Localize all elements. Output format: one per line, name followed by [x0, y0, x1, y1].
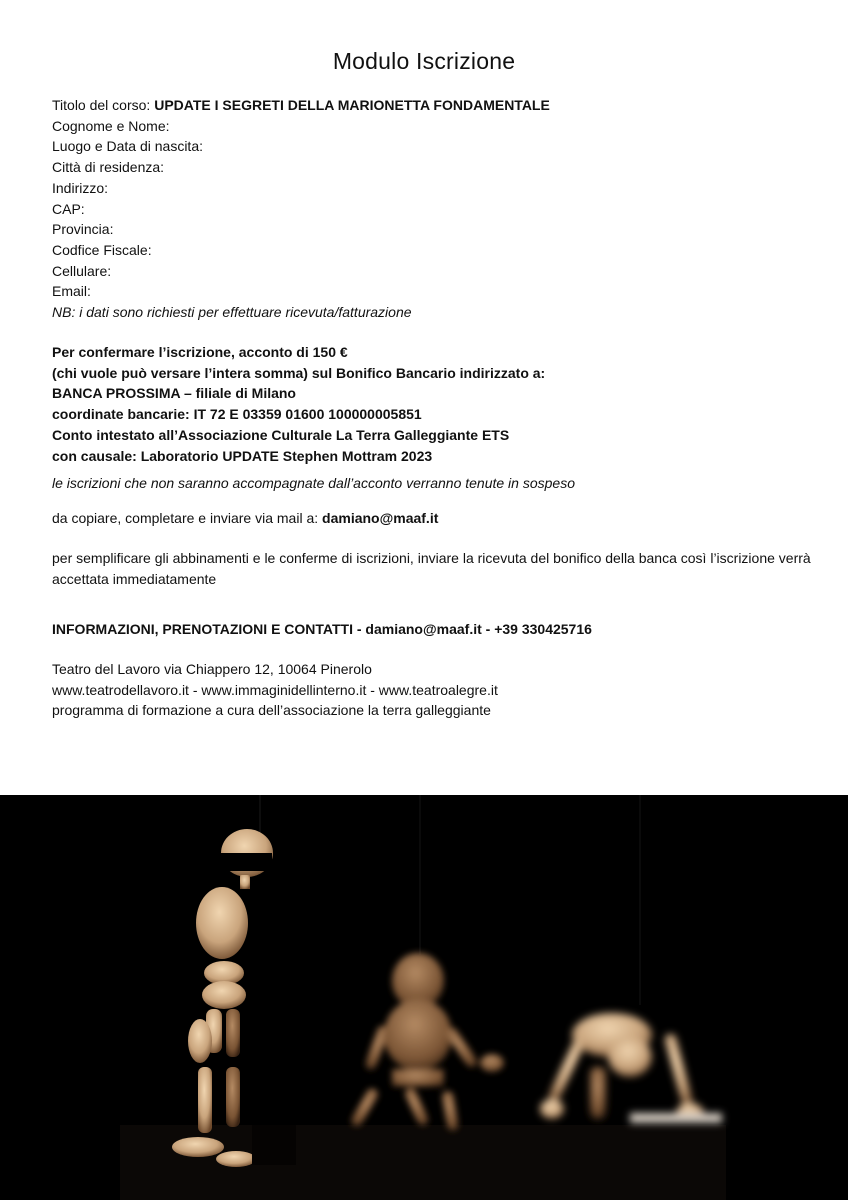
- payment-line: BANCA PROSSIMA – filiale di Milano: [52, 385, 296, 402]
- simplify-note: per semplificare gli abbinamenti e le conferme di iscrizioni, inviare la ricevuta del bonifico della banca così l’iscrizione verrà accettata immediatamente: [52, 550, 811, 587]
- field-mobile: Cellulare:: [52, 262, 112, 279]
- footer-program: programma di formazione a cura dell’associazione la terra galleggiante: [52, 702, 491, 719]
- footer-address: Teatro del Lavoro via Chiappero 12, 10064 Pinerolo: [52, 661, 372, 677]
- registration-form: [52, 95, 550, 323]
- course-title-row: [52, 95, 550, 116]
- payment-line: con causale: Laboratorio UPDATE Stephen Mottram 2023: [52, 447, 433, 464]
- page-title: Modulo Iscrizione: [332, 48, 516, 74]
- send-instructions: [52, 508, 438, 529]
- field-province: Provincia:: [52, 221, 114, 238]
- field-email: Email:: [52, 283, 91, 300]
- field-fiscal-code: Codfice Fiscale:: [52, 241, 152, 258]
- payment-warning: le iscrizioni che non saranno accompagnate dall’acconto verranno tenute in sospeso: [52, 475, 575, 491]
- field-cap: CAP:: [52, 200, 85, 217]
- payment-line: coordinate bancarie: IT 72 E 03359 01600 100000005851: [52, 406, 422, 423]
- payment-line: Conto intestato all’Associazione Culturale La Terra Galleggiante ETS: [52, 426, 510, 443]
- field-birth: Luogo e Data di nascita:: [52, 138, 203, 155]
- data-note: NB: i dati sono richiesti per effettuare ricevuta/fatturazione: [52, 304, 412, 321]
- footer-websites[interactable]: www.teatrodellavoro.it - www.immaginidellinterno.it - www.teatroalegre.it: [52, 681, 498, 698]
- marionette-photo: [0, 795, 848, 1200]
- course-title-label: Titolo del corso:: [52, 97, 155, 113]
- contacts-line: INFORMAZIONI, PRENOTAZIONI E CONTATTI - damiano@maaf.it - +39 330425716: [52, 621, 592, 637]
- marionette-scene-illustration: [0, 795, 848, 1200]
- send-email-link[interactable]: damiano@maaf.it: [322, 510, 439, 526]
- field-name: Cognome e Nome:: [52, 117, 170, 134]
- footer-info: [52, 659, 498, 721]
- payment-info: [52, 342, 545, 466]
- course-title-value: UPDATE I SEGRETI DELLA MARIONETTA FONDAMENTALE: [154, 97, 550, 113]
- field-city: Città di residenza:: [52, 159, 165, 176]
- field-address: Indirizzo:: [52, 179, 109, 196]
- send-text: da copiare, completare e inviare via mail a:: [52, 510, 323, 526]
- payment-line: (chi vuole può versare l’intera somma) sul Bonifico Bancario indirizzato a:: [52, 364, 546, 381]
- payment-line: Per confermare l’iscrizione, acconto di 150 €: [52, 344, 348, 360]
